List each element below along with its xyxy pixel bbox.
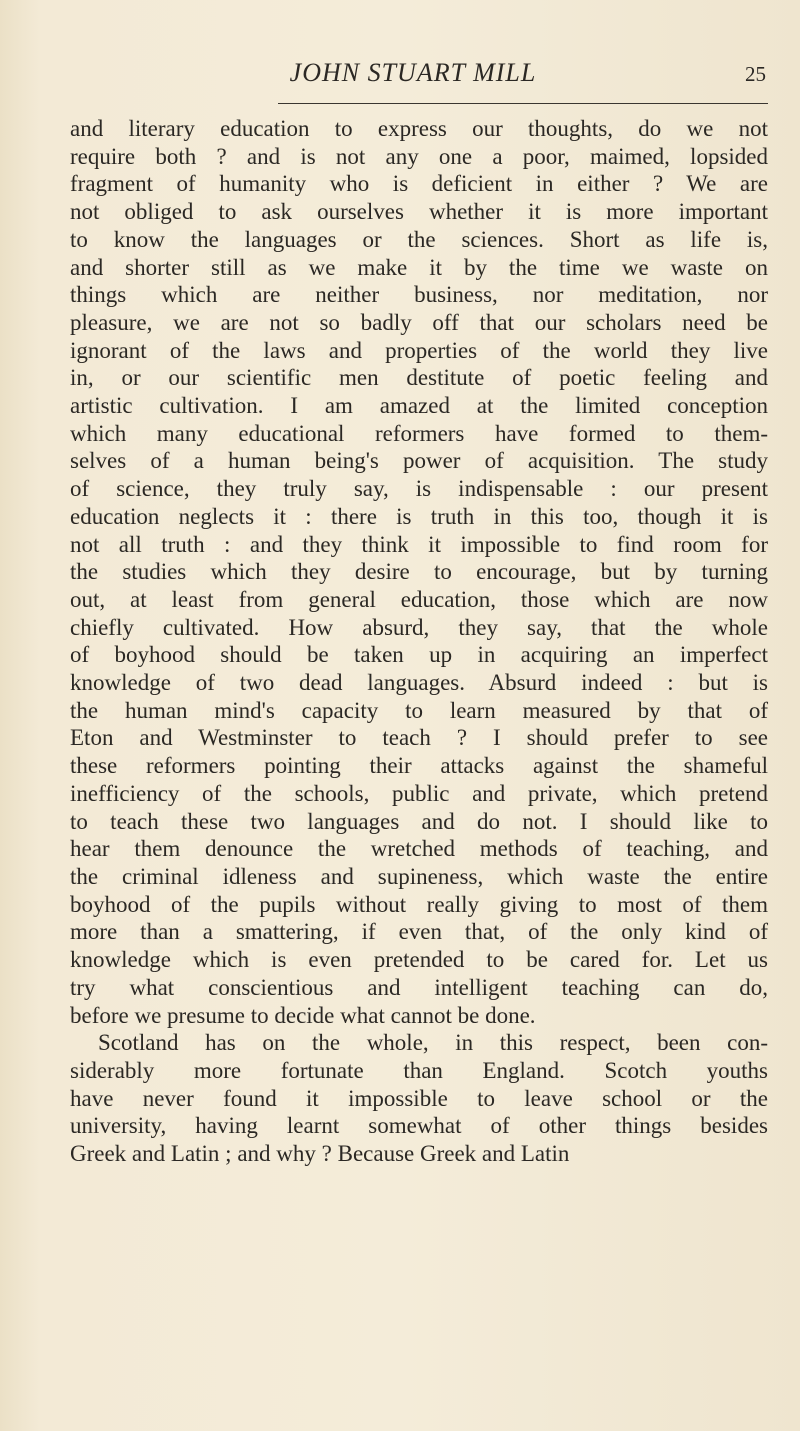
text-line: out, at least from general education, those which are now <box>70 586 768 612</box>
text-line: require both ? and is not any one a poor, maimed, lopsided <box>70 143 768 169</box>
text-line: Eton and Westminster to teach ? I should prefer to see <box>70 725 768 751</box>
text-line: boyhood of the pupils without really giving to most of them <box>70 891 768 917</box>
text-line: siderably more fortunate than England. Scotch youths <box>70 1057 768 1083</box>
text-line: of science, they truly say, is indispensable : our present <box>70 476 768 502</box>
page-number: 25 <box>745 62 766 86</box>
text-line: hear them denounce the wretched methods of teaching, and <box>70 836 768 862</box>
text-line: in, or our scientific men destitute of poetic feeling and <box>70 365 768 391</box>
text-line: Scotland has on the whole, in this respect, been con- <box>98 1030 768 1056</box>
text-line: pleasure, we are not so badly off that our scholars need be <box>70 309 768 335</box>
text-line: and literary education to express our thoughts, do we not <box>70 116 768 141</box>
text-line: chiefly cultivated. How absurd, they say, that the whole <box>70 614 768 640</box>
running-title: JOHN STUART MILL <box>289 58 537 87</box>
text-line: not obliged to ask ourselves whether it is more important <box>70 199 768 225</box>
text-line: university, having learnt somewhat of other things besides <box>70 1113 768 1139</box>
header-rule <box>278 103 768 104</box>
text-line: the criminal idleness and supineness, which waste the entire <box>70 863 768 889</box>
text-line: knowledge which is even pretended to be cared for. Let us <box>70 947 768 973</box>
page-header <box>58 58 768 98</box>
text-line: before we presume to decide what cannot be done. <box>70 1002 536 1028</box>
text-line: the studies which they desire to encourage, but by turning <box>70 559 768 585</box>
paragraph <box>70 115 768 1029</box>
text-line: fragment of humanity who is deficient in either ? We are <box>70 171 768 197</box>
text-line: more than a smattering, if even that, of the only kind of <box>70 919 768 945</box>
text-line: try what conscientious and intelligent teaching can do, <box>70 974 768 1000</box>
text-line: Greek and Latin ; and why ? Because Greek and Latin <box>70 1141 570 1167</box>
text-line: inefficiency of the schools, public and private, which pretend <box>70 780 768 806</box>
paragraph <box>70 1029 768 1168</box>
text-line: ignorant of the laws and properties of the world they live <box>70 337 768 363</box>
body-text <box>70 115 768 1168</box>
text-line: education neglects it : there is truth in this too, though it is <box>70 503 768 529</box>
text-line: to know the languages or the sciences. Short as life is, <box>70 226 768 252</box>
text-line: the human mind's capacity to learn measured by that of <box>70 697 768 723</box>
text-line: selves of a human being's power of acquisition. The study <box>70 448 768 474</box>
text-line: not all truth : and they think it impossible to find room for <box>70 531 768 557</box>
text-line: things which are neither business, nor meditation, nor <box>70 282 768 308</box>
text-line: of boyhood should be taken up in acquiring an imperfect <box>70 642 768 668</box>
text-line: these reformers pointing their attacks against the shameful <box>70 753 768 779</box>
text-line: and shorter still as we make it by the time we waste on <box>70 254 768 280</box>
text-line: knowledge of two dead languages. Absurd indeed : but is <box>70 670 768 696</box>
text-line: artistic cultivation. I am amazed at the limited conception <box>70 393 768 419</box>
text-line: have never found it impossible to leave school or the <box>70 1085 768 1111</box>
text-line: to teach these two languages and do not. I should like to <box>70 808 768 834</box>
text-line: which many educational reformers have formed to them- <box>70 420 768 446</box>
